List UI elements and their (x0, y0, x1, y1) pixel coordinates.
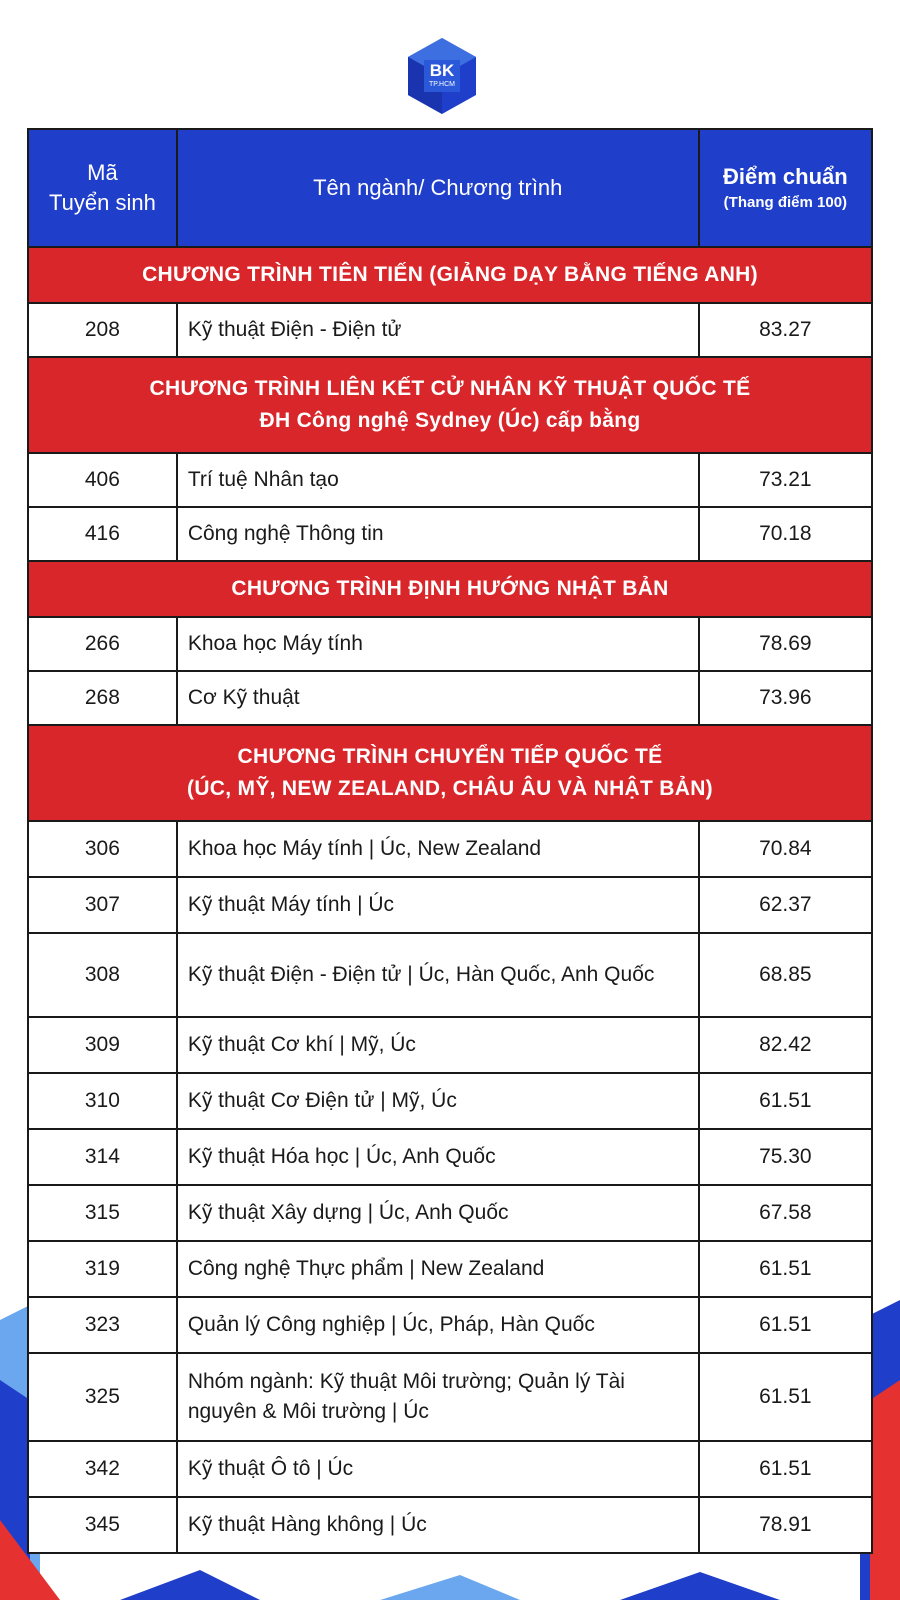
table-row (28, 933, 872, 1017)
table-row (28, 877, 872, 933)
program-score: 61.51 (699, 1073, 872, 1129)
program-code: 315 (28, 1185, 177, 1241)
program-code: 308 (28, 933, 177, 1017)
section-row (28, 725, 872, 821)
table-row (28, 617, 872, 671)
header-score-note: (Thang điểm 100) (723, 194, 848, 211)
program-score: 75.30 (699, 1129, 872, 1185)
program-score: 70.18 (699, 507, 872, 561)
program-code: 323 (28, 1297, 177, 1353)
table-row (28, 507, 872, 561)
header-code-line1: Mã (87, 160, 118, 185)
table-row (28, 1353, 872, 1441)
program-score: 61.51 (699, 1241, 872, 1297)
program-code: 310 (28, 1073, 177, 1129)
program-name: Công nghệ Thực phẩm | New Zealand (177, 1241, 699, 1297)
program-code: 266 (28, 617, 177, 671)
program-score: 67.58 (699, 1185, 872, 1241)
program-code: 309 (28, 1017, 177, 1073)
program-code: 208 (28, 303, 177, 357)
table-row (28, 1241, 872, 1297)
program-code: 406 (28, 453, 177, 507)
program-score: 61.51 (699, 1297, 872, 1353)
section-title-line: ĐH Công nghệ Sydney (Úc) cấp bằng (259, 409, 641, 432)
program-code: 307 (28, 877, 177, 933)
section-title-line: CHƯƠNG TRÌNH CHUYỂN TIẾP QUỐC TẾ (237, 745, 663, 768)
program-name: Quản lý Công nghiệp | Úc, Pháp, Hàn Quốc (177, 1297, 699, 1353)
program-score: 61.51 (699, 1441, 872, 1497)
program-name: Kỹ thuật Điện - Điện tử (177, 303, 699, 357)
admission-score-table (27, 128, 873, 1554)
program-score: 73.96 (699, 671, 872, 725)
program-name: Công nghệ Thông tin (177, 507, 699, 561)
logo-subtext: TP.HCM (429, 81, 455, 88)
section-row (28, 357, 872, 453)
program-name: Trí tuệ Nhân tạo (177, 453, 699, 507)
program-code: 342 (28, 1441, 177, 1497)
program-score: 73.21 (699, 453, 872, 507)
header-name (177, 129, 699, 247)
program-code: 268 (28, 671, 177, 725)
section-title-line: CHƯƠNG TRÌNH ĐỊNH HƯỚNG NHẬT BẢN (231, 577, 669, 600)
table-row (28, 1185, 872, 1241)
table-header-row (28, 129, 872, 247)
header-code-line2: Tuyển sinh (49, 190, 156, 215)
program-code: 325 (28, 1353, 177, 1441)
program-code: 416 (28, 507, 177, 561)
program-code: 314 (28, 1129, 177, 1185)
table-row (28, 671, 872, 725)
program-name: Kỹ thuật Xây dựng | Úc, Anh Quốc (177, 1185, 699, 1241)
section-title-line: (ÚC, MỸ, NEW ZEALAND, CHÂU ÂU VÀ NHẬT BẢN) (187, 777, 713, 800)
program-score: 61.51 (699, 1353, 872, 1441)
program-name: Nhóm ngành: Kỹ thuật Môi trường; Quản lý Tài nguyên & Môi trường | Úc (177, 1353, 699, 1441)
program-score: 78.69 (699, 617, 872, 671)
section-title (28, 357, 872, 453)
program-code: 306 (28, 821, 177, 877)
program-name: Kỹ thuật Cơ Điện tử | Mỹ, Úc (177, 1073, 699, 1129)
program-name: Kỹ thuật Điện - Điện tử | Úc, Hàn Quốc, Anh Quốc (177, 933, 699, 1017)
header-name-label: Tên ngành/ Chương trình (313, 175, 563, 200)
section-title (28, 247, 872, 303)
program-score: 62.37 (699, 877, 872, 933)
header-score-label: Điểm chuẩn (723, 164, 848, 189)
header-code (28, 129, 177, 247)
section-title (28, 561, 872, 617)
table-row (28, 1129, 872, 1185)
program-name: Kỹ thuật Cơ khí | Mỹ, Úc (177, 1017, 699, 1073)
program-name: Cơ Kỹ thuật (177, 671, 699, 725)
program-score: 78.91 (699, 1497, 872, 1553)
header-score (699, 129, 872, 247)
logo (404, 36, 480, 116)
table-row (28, 1017, 872, 1073)
table-row (28, 821, 872, 877)
program-score: 68.85 (699, 933, 872, 1017)
section-title-line: CHƯƠNG TRÌNH LIÊN KẾT CỬ NHÂN KỸ THUẬT QUỐC TẾ (149, 377, 751, 400)
program-name: Khoa học Máy tính (177, 617, 699, 671)
section-row (28, 561, 872, 617)
program-code: 319 (28, 1241, 177, 1297)
program-name: Kỹ thuật Hóa học | Úc, Anh Quốc (177, 1129, 699, 1185)
table-row (28, 303, 872, 357)
program-score: 70.84 (699, 821, 872, 877)
section-title-line: CHƯƠNG TRÌNH TIÊN TIẾN (GIẢNG DẠY BẰNG TIẾNG ANH) (142, 263, 758, 286)
logo-text: BK (429, 61, 455, 80)
table-row (28, 1441, 872, 1497)
program-score: 82.42 (699, 1017, 872, 1073)
program-name: Kỹ thuật Máy tính | Úc (177, 877, 699, 933)
program-name: Khoa học Máy tính | Úc, New Zealand (177, 821, 699, 877)
program-name: Kỹ thuật Hàng không | Úc (177, 1497, 699, 1553)
table-row (28, 1297, 872, 1353)
section-title (28, 725, 872, 821)
section-row (28, 247, 872, 303)
program-code: 345 (28, 1497, 177, 1553)
program-score: 83.27 (699, 303, 872, 357)
table-row (28, 1497, 872, 1553)
program-name: Kỹ thuật Ô tô | Úc (177, 1441, 699, 1497)
table-row (28, 1073, 872, 1129)
table-row (28, 453, 872, 507)
